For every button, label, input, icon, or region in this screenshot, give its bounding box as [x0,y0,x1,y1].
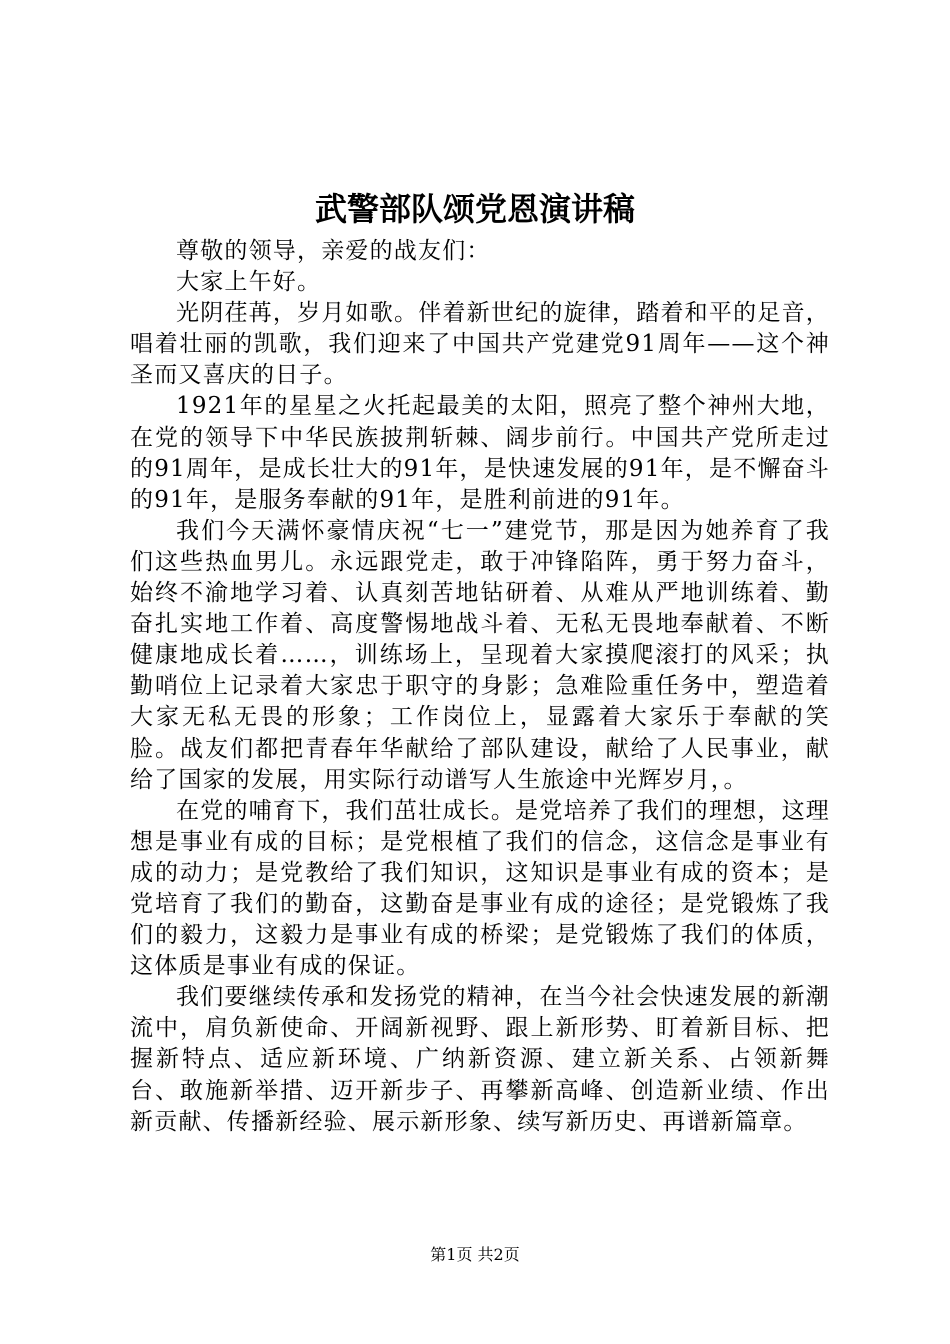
paragraph: 在党的哺育下，我们茁壮成长。是党培养了我们的理想，这理想是事业有成的目标；是党根植了我们的信念，这信念是事业有成的动力；是党教给了我们知识，这知识是事业有成的资本；是党培育了我们的勤奋，这勤奋是事业有成的途径；是党锻炼了我们的毅力，这毅力是事业有成的桥梁；是党锻炼了我们的体质，这体质是事业有成的保证。 [130,797,830,980]
paragraph: 光阴荏苒，岁月如歌。伴着新世纪的旋律，踏着和平的足音，唱着壮丽的凯歌，我们迎来了中国共产党建党91周年——这个神圣而又喜庆的日子。 [130,300,830,389]
page-indicator: 第1页 共2页 [430,1245,520,1264]
paragraph-greeting: 大家上午好。 [176,269,322,296]
paragraph: 我们今天满怀豪情庆祝“七一”建党节，那是因为她养育了我们这些热血男儿。永远跟党走，敢于冲锋陷阵，勇于努力奋斗，始终不渝地学习着、认真刻苦地钻研着、从难从严地训练着、勤奋扎实地工作着、高度警惕地战斗着、无私无畏地奉献着、不断健康地成长着……，训练场上，呈现着大家摸爬滚打的风采；执勤哨位上记录着大家忠于职守的身影；急难险重任务中，塑造着大家无私无畏的形象；工作岗位上，显露着大家乐于奉献的笑脸。战友们都把青春年华献给了部队建设，献给了人民事业，献给了国家的发展，用实际行动谱写人生旅途中光辉岁月，。 [130,517,830,793]
document-body [130,236,830,1138]
page-title: 武警部队颂党恩演讲稿 [314,190,635,228]
paragraph: 我们要继续传承和发扬党的精神，在当今社会快速发展的新潮流中，肩负新使命、开阔新视野、跟上新形势、盯着新目标、把握新特点、适应新环境、广纳新资源、建立新关系、占领新舞台、敢施新举措、迈开新步子、再攀新高峰、创造新业绩、作出新贡献、传播新经验、展示新形象、续写新历史、再谱新篇章。 [130,984,830,1135]
paragraph-salutation: 尊敬的领导，亲爱的战友们： [176,238,491,264]
paragraph: 1921年的星星之火托起最美的太阳，照亮了整个神州大地，在党的领导下中华民族披荆斩棘、阔步前行。中国共产党所走过的91周年，是成长壮大的91年，是快速发展的91年，是不懈奋斗的91年，是服务奉献的91年，是胜利前进的91年。 [130,393,830,513]
